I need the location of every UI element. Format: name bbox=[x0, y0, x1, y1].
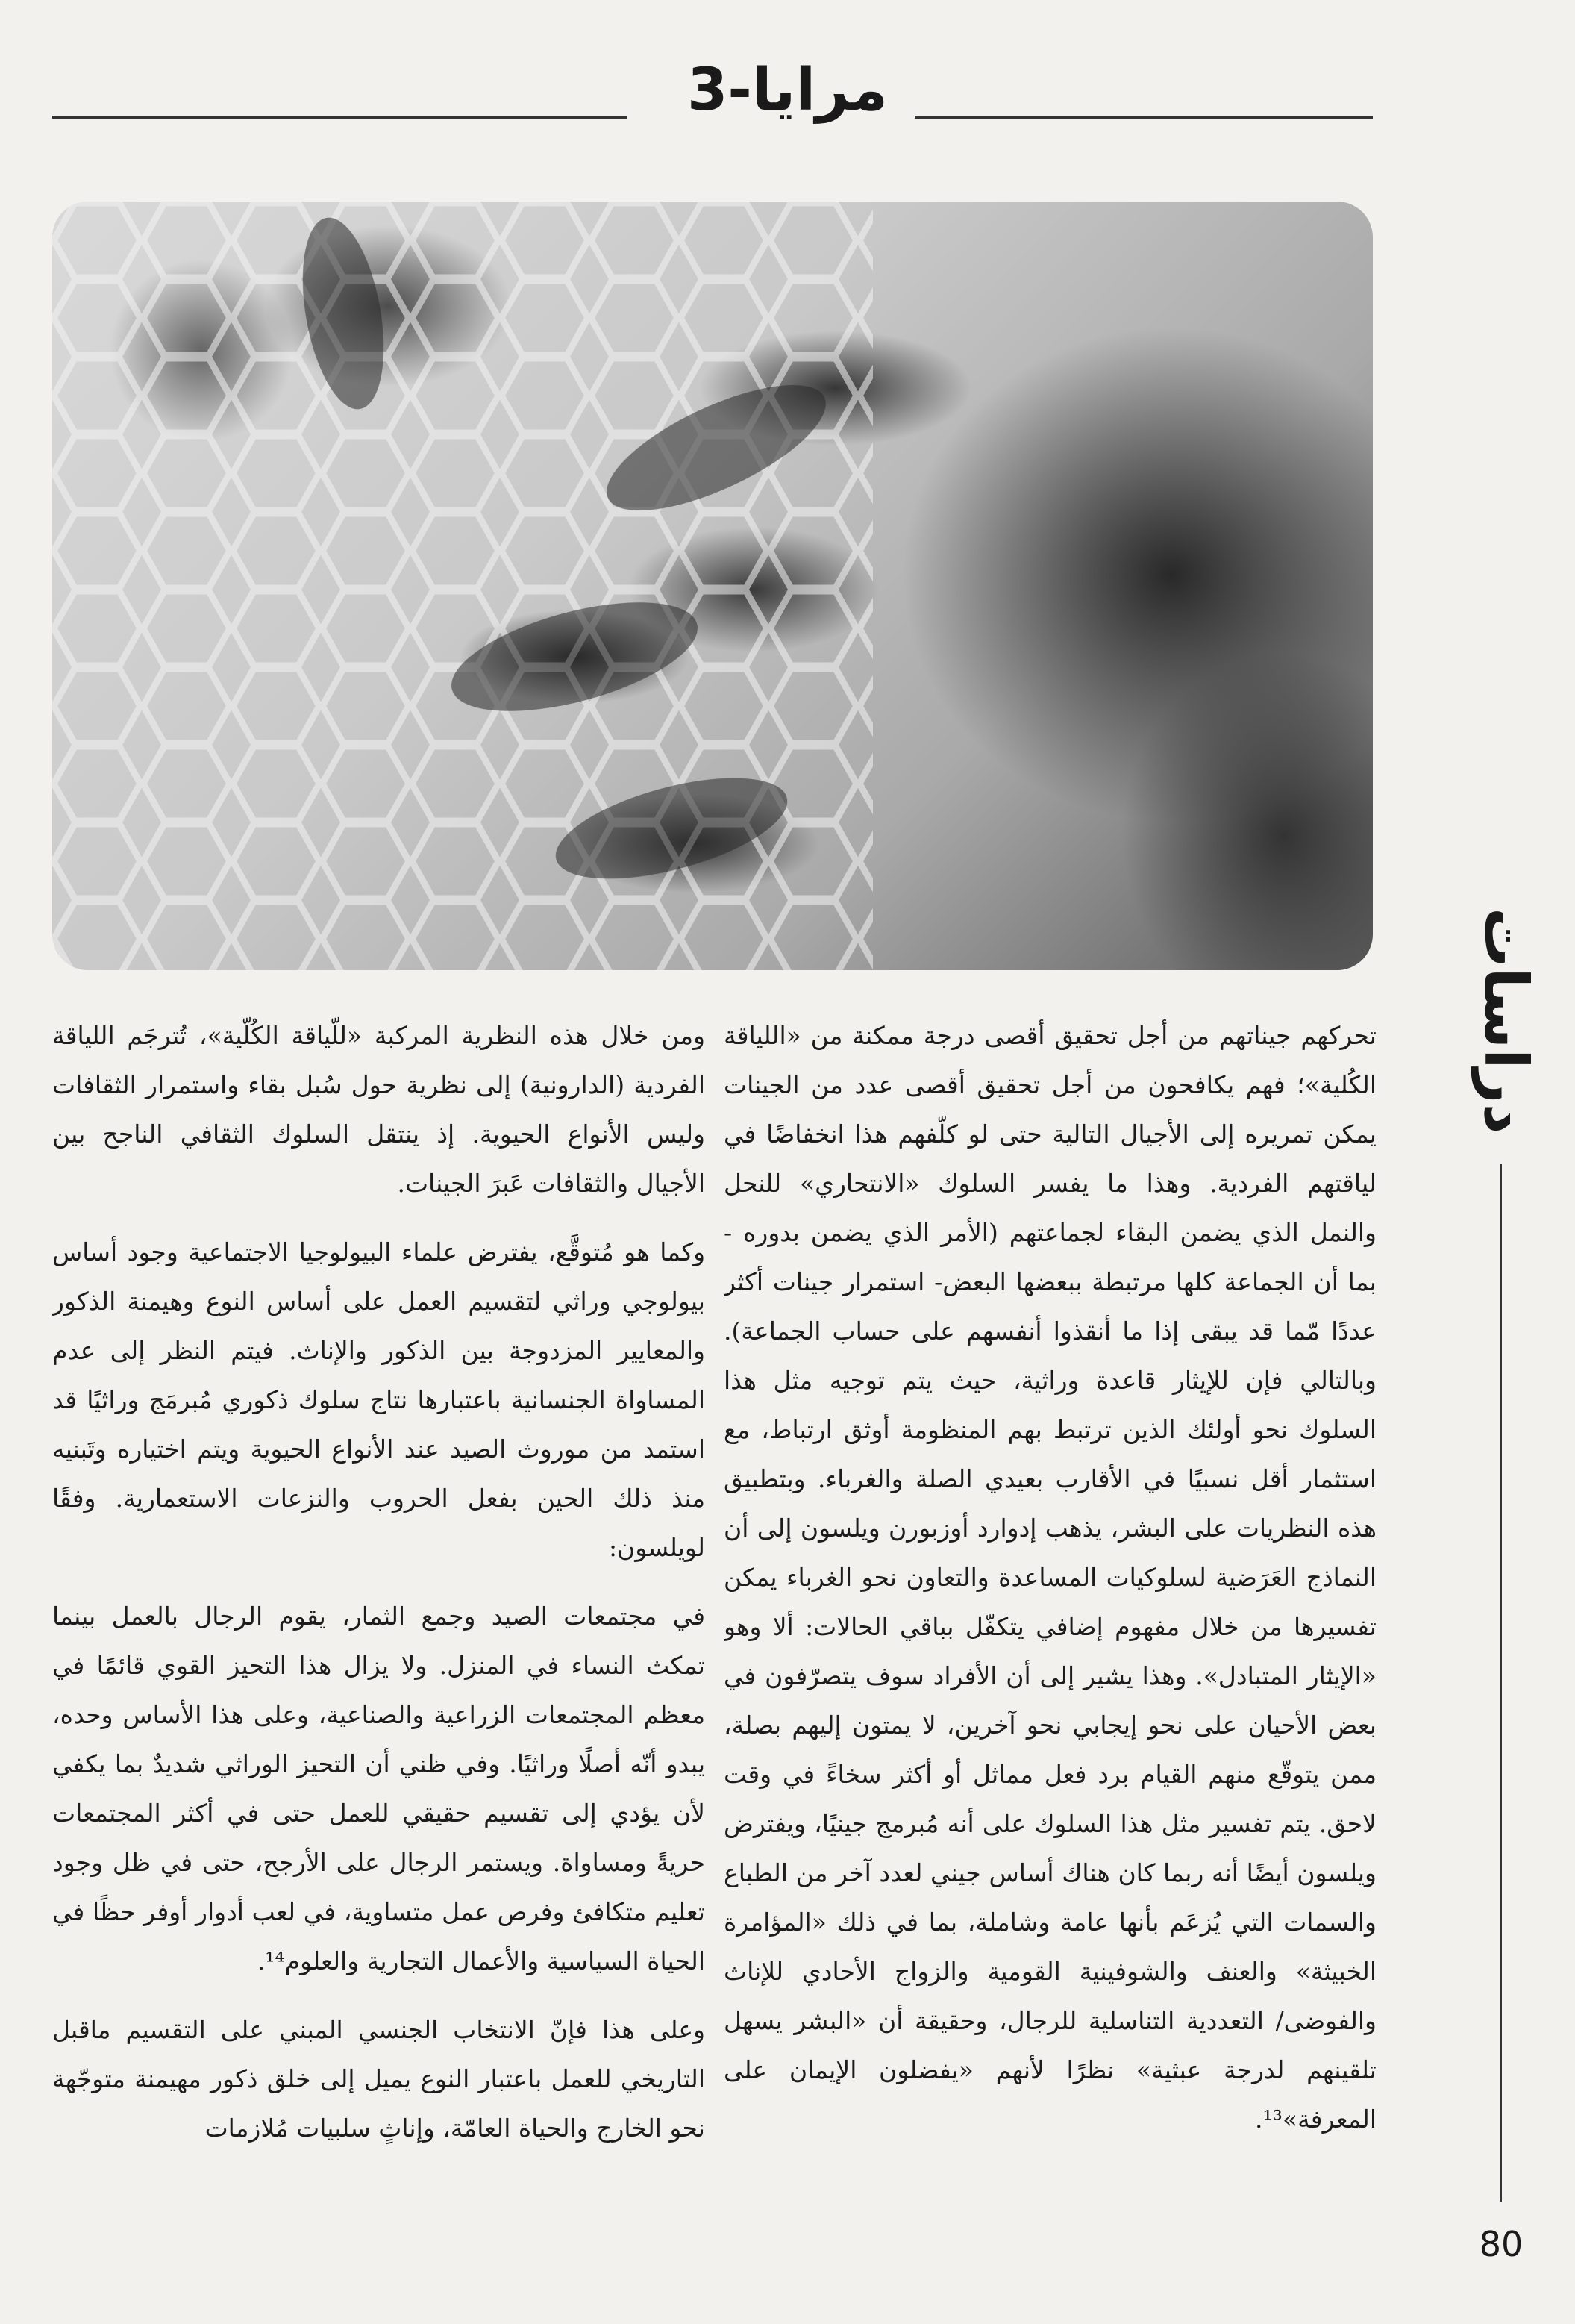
paragraph: وعلى هذا فإنّ الانتخاب الجنسي المبني على التقسيم ماقبل التاريخي للعمل باعتبار النوع يميل إلى خلق ذكور مهيمنة متوجّهة نحو الخارج والحياة العامّة، وإناثٍ سلبيات مُلازمات bbox=[52, 2015, 705, 2143]
quote-paragraph: في مجتمعات الصيد وجمع الثمار، يقوم الرجال بالعمل بينما تمكث النساء في المنزل. ولا يزال هذا التحيز القوي قائمًا في معظم المجتمعات الزراعية والصناعية، وعلى هذا الأساس وحده، يبدو أنّه أصلًا وراثيًا. وفي ظني أن التحيز الوراثي شديدٌ بما يكفي لأن يؤدي إلى تقسيم حقيقي للعمل حتى في أكثر المجتمعات حريةً ومساواة. ويستمر الرجال على الأرجح، حتى في ظل وجود تعليم متكافئ وفرص عمل متساوية، في لعب أدوار أوفر حظًا في الحياة السياسية والأعمال التجارية والعلوم¹⁴. bbox=[52, 1602, 705, 1975]
text-column-left bbox=[52, 1011, 705, 2310]
side-rule bbox=[1500, 1164, 1502, 2202]
paragraph: ومن خلال هذه النظرية المركبة «للّياقة الكُلّية»، تُترجَم اللياقة الفردية (الدارونية) إلى نظرية حول سُبل بقاء واستمرار الثقافات وليس الأنواع الحيوية. إذ ينتقل السلوك الثقافي الناجح بين الأجيال والثقافات عَبرَ الجينات. bbox=[52, 1021, 705, 1198]
bees-on-honeycomb-photo bbox=[52, 202, 1373, 970]
honeycomb-pattern bbox=[52, 202, 1373, 970]
section-side-label: دراسات bbox=[1471, 908, 1541, 1134]
paragraph: وكما هو مُتوقَّع، يفترض علماء البيولوجيا الاجتماعية وجود أساس بيولوجي وراثي لتقسيم العمل على أساس النوع وهيمنة الذكور والمعايير المزدوجة بين الذكور والإناث. فيتم النظر إلى عدم المساواة الجنسانية باعتبارها نتاج سلوك ذكوري مُبرمَج وراثيًا قد استمد من موروث الصيد عند الأنواع الحيوية ويتم اختياره وتَبنيه منذ ذلك الحين بفعل الحروب والنزعات الاستعمارية. وفقًا لويلسون: bbox=[52, 1237, 705, 1562]
page-number: 80 bbox=[1479, 2224, 1524, 2264]
section-title-text: مرايا-3 bbox=[660, 57, 915, 124]
text-column-right bbox=[724, 1011, 1377, 2310]
section-title bbox=[0, 57, 1575, 124]
paragraph: تحركهم جيناتهم من أجل تحقيق أقصى درجة ممكنة من «اللياقة الكُلية»؛ فهم يكافحون من أجل تحقيق أقصى عدد من الجينات يمكن تمريره إلى الأجيال التالية حتى لو كلّفهم هذا انخفاضًا في لياقتهم الفردية. وهذا ما يفسر السلوك «الانتحاري» للنحل والنمل الذي يضمن البقاء لجماعتهم (الأمر الذي يضمن بدوره - بما أن الجماعة كلها مرتبطة ببعضها البعض- استمرار جينات أكثر عددًا مّما قد يبقى إذا ما أنقذوا أنفسهم على حساب الجماعة). وبالتالي فإن للإيثار قاعدة وراثية، حيث يتم توجيه مثل هذا السلوك نحو أولئك الذين ترتبط بهم المنظومة أوثق ارتباط، مع استثمار أقل نسبيًا في الأقارب بعيدي الصلة والغرباء. وبتطبيق هذه النظريات على البشر، يذهب إدوارد أوزبورن ويلسون إلى أن النماذج العَرَضية لسلوكيات المساعدة والتعاون نحو الغرباء يمكن تفسيرها من خلال مفهوم إضافي يتكفّل بباقي الحالات: ألا وهو «الإيثار المتبادل». وهذا يشير إلى أن الأفراد سوف يتصرّفون في بعض الأحيان على نحو إيجابي نحو آخرين، لا يمتون إليهم بصلة، ممن يتوقّع منهم القيام برد فعل مماثل أو أكثر سخاءً في وقت لاحق. يتم تفسير مثل هذا السلوك على أنه مُبرمج جينيًا، ويفترض ويلسون أيضًا أنه ربما كان هناك أساس جيني لعدد آخر من الطباع والسمات التي يُزعَم بأنها عامة وشاملة، بما في ذلك «المؤامرة الخبيثة» والعنف والشوفينية القومية والزواج الأحادي للإناث والفوضى/ التعددية التناسلية للرجال، وحقيقة أن «البشر يسهل تلقينهم لدرجة عبثية» نظرًا لأنهم «يفضلون الإيمان على المعرفة»¹³. bbox=[724, 1021, 1377, 2134]
